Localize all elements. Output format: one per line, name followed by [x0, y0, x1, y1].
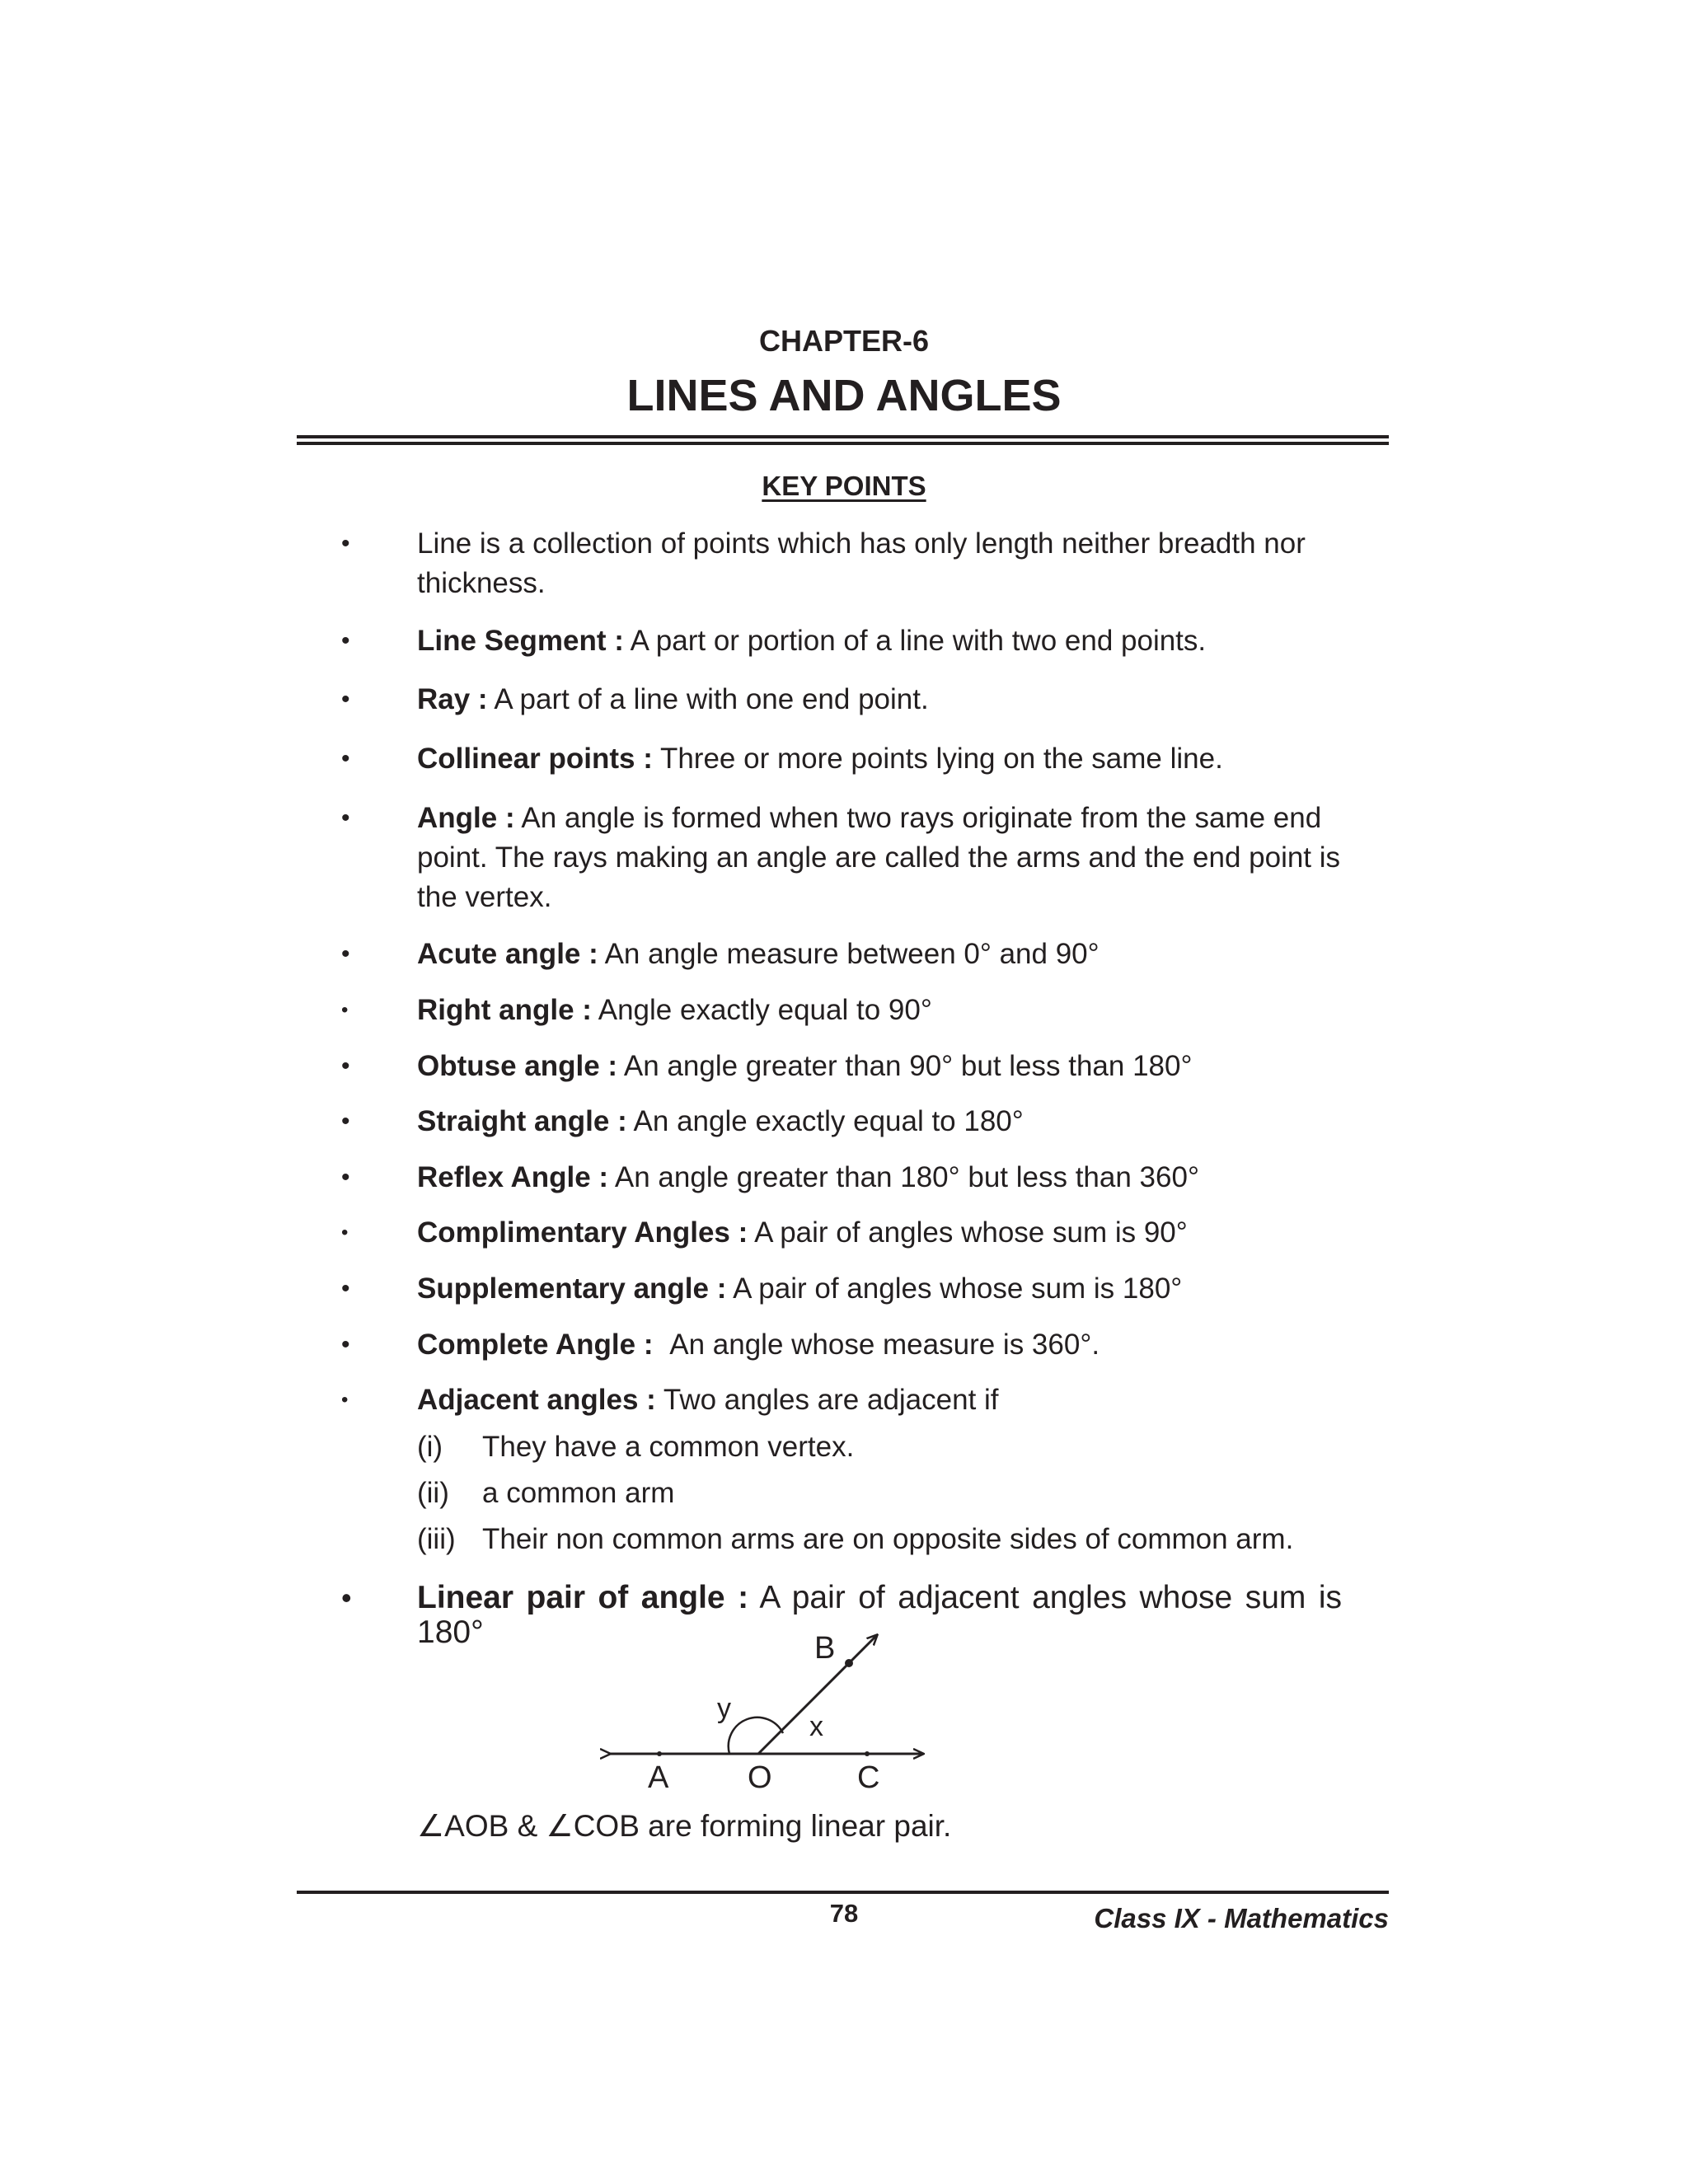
bullet-icon: •	[341, 1581, 352, 1615]
key-point-text: 180°	[417, 1615, 484, 1650]
list-item-text: Their non common arms are on opposite sides of common arm.	[482, 1523, 1294, 1555]
key-point-text: An angle is formed when two rays originate from the same end point. The rays making an angle are called the arms and the end point is the vertex.	[417, 802, 1341, 913]
key-point-term: Right angle :	[417, 994, 592, 1026]
key-point-text: A pair of angles whose sum is 180°	[733, 1272, 1183, 1305]
label-c: C	[857, 1760, 880, 1795]
label-a: A	[648, 1760, 669, 1795]
chapter-label: CHAPTER-6	[758, 324, 929, 358]
header-double-rule	[297, 435, 1389, 445]
bullet-icon: •	[341, 1275, 350, 1302]
linear-pair-diagram	[577, 1615, 956, 1797]
list-item-number: (i)	[417, 1431, 443, 1463]
key-point-text: An angle greater than 90° but less than 180°	[623, 1050, 1193, 1082]
point-a-tick	[657, 1751, 662, 1756]
diagram-caption: ∠AOB & ∠COB are forming linear pair.	[417, 1809, 952, 1843]
key-point-text: Line is a collection of points which has only length neither breadth nor thickness.	[417, 527, 1306, 599]
key-point-term: Reflex Angle :	[417, 1161, 609, 1193]
key-point-term: Line Segment :	[417, 625, 624, 657]
key-point-text: A part of a line with one end point.	[494, 683, 929, 715]
key-point-term: Linear pair of angle :	[417, 1580, 749, 1615]
key-point-text: An angle exactly equal to 180°	[633, 1105, 1024, 1137]
key-point-text: An angle greater than 180° but less than 360°	[614, 1161, 1199, 1193]
list-item-number: (ii)	[417, 1477, 449, 1509]
bullet-icon: •	[341, 1331, 350, 1358]
key-point-text: A part or portion of a line with two end points.	[630, 625, 1207, 657]
bullet-icon: •	[341, 1164, 350, 1191]
page-title: LINES AND ANGLES	[626, 371, 1062, 420]
key-point-text: Two angles are adjacent if	[663, 1384, 999, 1416]
bullet-icon: •	[341, 627, 350, 654]
list-item-text: a common arm	[482, 1477, 675, 1509]
bullet-icon: •	[341, 999, 349, 1021]
label-o: O	[748, 1760, 772, 1795]
footer-book-title: Class IX - Mathematics	[1094, 1903, 1389, 1933]
bullet-icon: •	[341, 745, 350, 772]
key-point-term: Ray :	[417, 683, 488, 715]
key-point-text: A pair of adjacent angles whose sum is	[759, 1580, 1342, 1615]
label-y: y	[717, 1693, 731, 1724]
section-heading: KEY POINTS	[762, 471, 926, 501]
key-point-text: Angle exactly equal to 90°	[598, 994, 932, 1026]
key-point-text: A pair of angles whose sum is 90°	[754, 1216, 1188, 1249]
list-item-number: (iii)	[417, 1523, 456, 1555]
page-number: 78	[829, 1899, 859, 1928]
key-point-term: Straight angle :	[417, 1105, 627, 1137]
key-point-term: Supplementary angle :	[417, 1272, 727, 1305]
key-point-term: Complete Angle :	[417, 1329, 654, 1361]
key-point-text: An angle whose measure is 360°.	[669, 1329, 1100, 1361]
key-point-term: Collinear points :	[417, 743, 653, 775]
footer-rule	[297, 1891, 1389, 1894]
point-b-dot	[845, 1659, 853, 1667]
key-point-term: Acute angle :	[417, 938, 598, 970]
label-b: B	[814, 1631, 836, 1666]
bullet-icon: •	[341, 686, 350, 713]
key-point-text: Three or more points lying on the same line.	[659, 743, 1223, 775]
key-point-term: Angle :	[417, 802, 515, 834]
bullet-icon: •	[341, 1221, 349, 1244]
bullet-icon: •	[341, 1052, 350, 1080]
bullet-icon: •	[341, 1389, 349, 1411]
key-point-text: An angle measure between 0° and 90°	[604, 938, 1100, 970]
bullet-icon: •	[341, 1108, 350, 1135]
point-c-tick	[865, 1751, 870, 1756]
key-point-term: Adjacent angles :	[417, 1384, 656, 1416]
bullet-icon: •	[341, 940, 350, 968]
key-point-term: Obtuse angle :	[417, 1050, 618, 1082]
key-point-term: Complimentary Angles :	[417, 1216, 748, 1249]
list-item-text: They have a common vertex.	[482, 1431, 855, 1463]
bullet-icon: •	[341, 804, 350, 832]
bullet-icon: •	[341, 530, 350, 557]
label-x: x	[809, 1711, 823, 1742]
